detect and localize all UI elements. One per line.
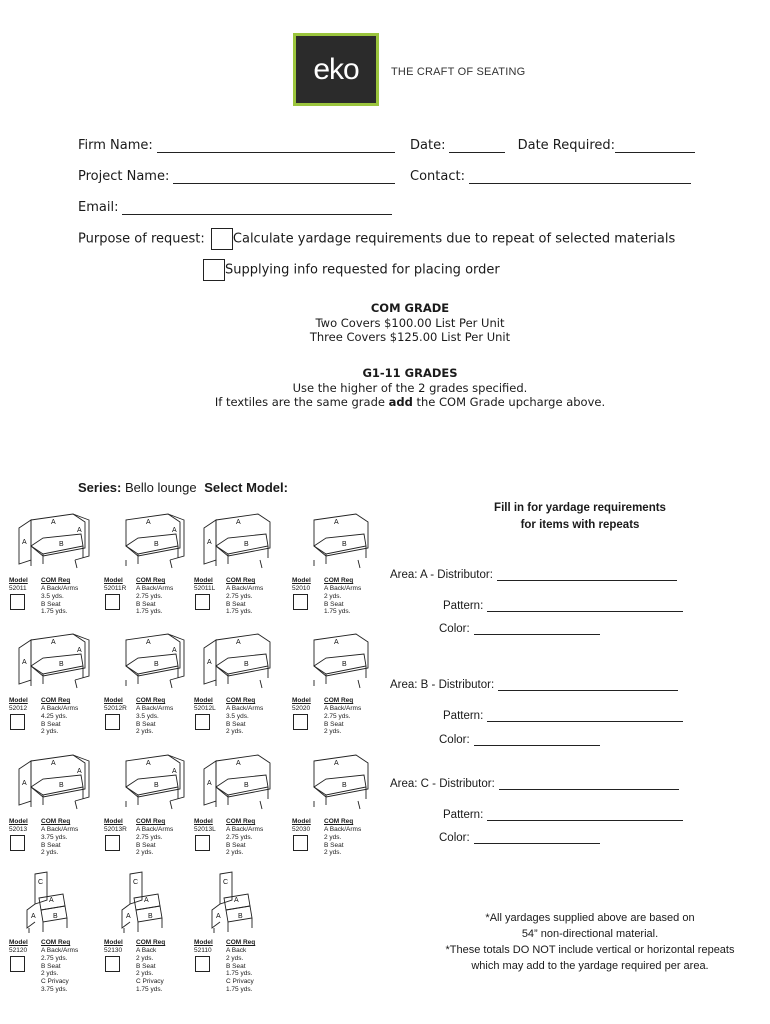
- project-name-label: Project Name:: [78, 169, 170, 184]
- option-supplying-label: Supplying info requested for placing order: [225, 262, 500, 278]
- svg-text:A: A: [22, 780, 27, 787]
- svg-text:A: A: [334, 760, 339, 767]
- model-number: 52010: [292, 585, 311, 592]
- chair-illustration: [108, 749, 190, 813]
- chair-illustration: [13, 508, 95, 572]
- svg-text:A: A: [77, 647, 82, 654]
- tagline: THE CRAFT OF SEATING: [391, 66, 526, 78]
- model-cell: [104, 508, 200, 632]
- com-requirement: A Back/Arms 2.75 yds. B Seat 2 yds.: [136, 826, 174, 857]
- model-number: 52011: [9, 585, 27, 592]
- svg-text:B: B: [244, 541, 249, 548]
- model-number: 52013R: [104, 826, 127, 833]
- com-requirement: A Back/Arms 3.75 yds. B Seat 2 yds.: [41, 826, 79, 857]
- select-model-label: Select Model:: [204, 480, 288, 495]
- chair-illustration: [296, 628, 378, 692]
- chair-illustration: [108, 870, 190, 934]
- model-cell: [194, 628, 290, 752]
- model-cell: [194, 508, 290, 632]
- area-a-color-field[interactable]: [474, 623, 600, 635]
- model-number: 52030: [292, 826, 311, 833]
- model-select-checkbox[interactable]: [293, 594, 308, 610]
- com-req-header: COM Req: [136, 697, 166, 704]
- area-a-pattern-field[interactable]: [487, 600, 683, 612]
- com-req-header: COM Req: [324, 697, 354, 704]
- series-value: Bello lounge: [125, 480, 197, 495]
- model-cell: [292, 508, 388, 632]
- svg-text:A: A: [146, 519, 151, 526]
- model-header: Model: [9, 577, 28, 584]
- chair-illustration: [13, 628, 95, 692]
- model-header: Model: [104, 939, 123, 946]
- model-number: 52110: [194, 947, 212, 954]
- model-cell: [194, 749, 290, 873]
- model-cell: [104, 628, 200, 752]
- chair-illustration: [13, 749, 95, 813]
- model-select-checkbox[interactable]: [10, 956, 25, 972]
- chair-illustration: [198, 749, 280, 813]
- model-select-checkbox[interactable]: [10, 714, 25, 730]
- model-number: 52130: [104, 947, 123, 954]
- com-requirement: A Back/Arms 2 yds. B Seat 1.75 yds.: [324, 585, 362, 616]
- area-b-row: Area: B - Distributor:: [390, 679, 678, 691]
- model-select-checkbox[interactable]: [105, 835, 120, 851]
- date-required-label: Date Required:: [517, 138, 616, 153]
- svg-text:B: B: [59, 661, 64, 668]
- model-select-checkbox[interactable]: [10, 835, 25, 851]
- model-number: 52011R: [104, 585, 127, 592]
- series-label: Series:: [78, 480, 122, 495]
- com-grade-line-2: Three Covers $125.00 List Per Unit: [309, 330, 511, 344]
- firm-row: [78, 138, 395, 153]
- chair-illustration: [198, 628, 280, 692]
- yardage-title-2: for items with repeats: [520, 519, 640, 531]
- svg-text:A: A: [51, 639, 56, 646]
- email-field[interactable]: [122, 202, 392, 215]
- com-req-header: COM Req: [41, 939, 71, 946]
- g-grades-line-2: If textiles are the same grade add the COM Grade upcharge above.: [214, 395, 606, 409]
- com-requirement: A Back/Arms 2.75 yds. B Seat 1.75 yds.: [226, 585, 264, 616]
- model-number: 52013L: [194, 826, 216, 833]
- model-number: 52120: [9, 947, 28, 954]
- model-select-checkbox[interactable]: [195, 956, 210, 972]
- model-select-checkbox[interactable]: [195, 594, 210, 610]
- area-a-color-row: Color:: [439, 623, 600, 635]
- note-line-1: *All yardages supplied above are based on: [485, 912, 695, 924]
- model-header: Model: [104, 577, 123, 584]
- area-b-color-row: Color:: [439, 734, 600, 746]
- model-select-checkbox[interactable]: [293, 835, 308, 851]
- svg-text:A: A: [144, 897, 149, 904]
- calculate-yardage-checkbox[interactable]: [211, 228, 233, 250]
- model-number: 52012: [9, 705, 28, 712]
- model-header: Model: [194, 818, 213, 825]
- model-cell: [292, 749, 388, 873]
- area-a-distributor-field[interactable]: [497, 569, 677, 581]
- com-grade-title: COM GRADE: [370, 301, 450, 315]
- date-field[interactable]: [449, 140, 505, 153]
- model-header: Model: [292, 818, 311, 825]
- svg-text:B: B: [154, 541, 159, 548]
- svg-text:C: C: [133, 879, 139, 886]
- chair-illustration: [296, 749, 378, 813]
- model-cell: [9, 749, 105, 873]
- area-c-pattern-field[interactable]: [487, 809, 683, 821]
- purpose-label: Purpose of request:: [78, 231, 205, 247]
- com-requirement: A Back/Arms 4.25 yds. B Seat 2 yds.: [41, 705, 79, 736]
- option-calculate-label: Calculate yardage requirements due to repeat of selected materials: [232, 231, 676, 247]
- svg-text:B: B: [154, 782, 159, 789]
- area-c-color-row: Color:: [439, 832, 600, 844]
- note-line-3: *These totals DO NOT include vertical or horizontal repeats: [445, 944, 735, 956]
- svg-text:A: A: [77, 527, 82, 534]
- com-grade-block: [0, 301, 770, 345]
- com-req-header: COM Req: [324, 818, 354, 825]
- com-requirement: A Back/Arms 2.75 yds. B Seat 2 yds.: [226, 826, 264, 857]
- chair-illustration: [108, 628, 190, 692]
- svg-text:A: A: [172, 768, 177, 775]
- chair-illustration: [13, 870, 95, 934]
- com-req-header: COM Req: [226, 697, 256, 704]
- svg-text:A: A: [49, 897, 54, 904]
- model-header: Model: [104, 697, 123, 704]
- area-a-pattern-row: Pattern:: [443, 600, 683, 612]
- yardage-panel-title: [380, 500, 770, 534]
- yardage-title-1: Fill in for yardage requirements: [494, 502, 666, 514]
- model-header: Model: [194, 577, 213, 584]
- model-header: Model: [9, 697, 28, 704]
- svg-text:A: A: [207, 539, 212, 546]
- com-req-header: COM Req: [41, 818, 71, 825]
- model-header: Model: [104, 818, 123, 825]
- com-req-header: COM Req: [226, 577, 256, 584]
- com-grade-line-1: Two Covers $100.00 List Per Unit: [315, 315, 505, 330]
- chair-illustration: [198, 508, 280, 572]
- svg-text:A: A: [146, 760, 151, 767]
- com-requirement: A Back/Arms 3.5 yds. B Seat 2 yds.: [136, 705, 174, 736]
- email-row: [78, 200, 392, 215]
- area-c-color-field[interactable]: [474, 832, 600, 844]
- area-c-distributor-field[interactable]: [499, 778, 679, 790]
- purpose-row: [78, 228, 675, 250]
- svg-text:A: A: [236, 639, 241, 646]
- date-row: [410, 138, 695, 153]
- model-number: 52011L: [194, 585, 216, 592]
- area-b-pattern-row: Pattern:: [443, 710, 683, 722]
- project-row: [78, 169, 395, 184]
- model-cell: [9, 628, 105, 752]
- model-cell: [9, 508, 105, 632]
- com-requirement: A Back/Arms 3.5 yds. B Seat 2 yds.: [226, 705, 264, 736]
- svg-text:A: A: [207, 780, 212, 787]
- svg-text:B: B: [238, 913, 243, 920]
- model-header: Model: [9, 939, 28, 946]
- svg-text:B: B: [244, 661, 249, 668]
- svg-text:C: C: [38, 879, 44, 886]
- com-requirement: A Back 2 yds. B Seat 1.75 yds. C Privacy 1.75 yds.: [226, 947, 254, 993]
- g-grades-line-1: Use the higher of the 2 grades specified.: [292, 380, 528, 395]
- svg-text:A: A: [216, 913, 221, 920]
- com-requirement: A Back/Arms 2.75 yds. B Seat 2 yds. C Privacy 3.75 yds.: [41, 947, 79, 993]
- model-select-checkbox[interactable]: [293, 714, 308, 730]
- com-req-header: COM Req: [136, 939, 166, 946]
- svg-text:A: A: [334, 519, 339, 526]
- model-number: 52012R: [104, 705, 127, 712]
- model-number: 52013: [9, 826, 28, 833]
- svg-text:B: B: [244, 782, 249, 789]
- svg-text:A: A: [126, 913, 131, 920]
- yardage-notes: [380, 910, 770, 974]
- com-requirement: A Back/Arms 2.75 yds. B Seat 2 yds.: [324, 705, 362, 736]
- com-req-header: COM Req: [324, 577, 354, 584]
- model-header: Model: [292, 697, 311, 704]
- area-b-color-field[interactable]: [474, 734, 600, 746]
- model-header: Model: [194, 939, 213, 946]
- svg-text:A: A: [334, 639, 339, 646]
- svg-text:A: A: [172, 527, 177, 534]
- com-req-header: COM Req: [41, 697, 71, 704]
- date-required-field[interactable]: [615, 140, 695, 153]
- svg-text:B: B: [342, 661, 347, 668]
- svg-text:C: C: [223, 879, 229, 886]
- model-header: Model: [292, 577, 311, 584]
- svg-text:A: A: [146, 639, 151, 646]
- model-number: 52020: [292, 705, 311, 712]
- svg-text:A: A: [207, 659, 212, 666]
- contact-row: [410, 169, 691, 184]
- svg-text:A: A: [234, 897, 239, 904]
- svg-text:A: A: [51, 760, 56, 767]
- firm-name-field[interactable]: [157, 140, 395, 153]
- svg-text:A: A: [22, 539, 27, 546]
- supplying-info-checkbox[interactable]: [203, 259, 225, 281]
- model-cell: [194, 870, 290, 994]
- com-requirement: A Back 2 yds. B Seat 2 yds. C Privacy 1.75 yds.: [136, 947, 164, 993]
- logo-text: eko: [313, 52, 359, 86]
- model-cell: [104, 749, 200, 873]
- svg-text:A: A: [77, 768, 82, 775]
- com-requirement: A Back/Arms 3.5 yds. B Seat 1.75 yds.: [41, 585, 79, 616]
- area-b-pattern-field[interactable]: [487, 710, 683, 722]
- com-req-header: COM Req: [226, 818, 256, 825]
- svg-text:A: A: [31, 913, 36, 920]
- chair-illustration: [108, 508, 190, 572]
- eko-logo: [293, 33, 379, 106]
- contact-field[interactable]: [469, 171, 691, 184]
- model-cell: [9, 870, 105, 994]
- svg-text:A: A: [51, 519, 56, 526]
- model-select-checkbox[interactable]: [195, 835, 210, 851]
- g-grades-title: G1-11 GRADES: [362, 366, 458, 380]
- com-req-header: COM Req: [226, 939, 256, 946]
- model-select-checkbox[interactable]: [105, 714, 120, 730]
- area-b-distributor-field[interactable]: [498, 679, 678, 691]
- purpose-row-2: [203, 259, 500, 281]
- model-number: 52012L: [194, 705, 216, 712]
- model-select-checkbox[interactable]: [10, 594, 25, 610]
- model-select-checkbox[interactable]: [105, 956, 120, 972]
- svg-text:B: B: [342, 782, 347, 789]
- svg-text:B: B: [342, 541, 347, 548]
- note-line-2: 54” non-directional material.: [521, 928, 659, 940]
- svg-text:B: B: [59, 541, 64, 548]
- series-heading: [78, 480, 288, 495]
- model-select-checkbox[interactable]: [195, 714, 210, 730]
- svg-text:B: B: [59, 782, 64, 789]
- area-c-pattern-row: Pattern:: [443, 809, 683, 821]
- g-grades-block: [0, 366, 770, 410]
- com-requirement: A Back/Arms 2 yds. B Seat 2 yds.: [324, 826, 362, 857]
- email-label: Email:: [78, 200, 119, 215]
- model-header: Model: [9, 818, 28, 825]
- area-a-row: Area: A - Distributor:: [390, 569, 677, 581]
- svg-text:A: A: [236, 760, 241, 767]
- model-cell: [104, 870, 200, 994]
- svg-text:B: B: [148, 913, 153, 920]
- svg-text:B: B: [154, 661, 159, 668]
- com-req-header: COM Req: [41, 577, 71, 584]
- svg-text:A: A: [22, 659, 27, 666]
- com-req-header: COM Req: [136, 818, 166, 825]
- model-cell: [292, 628, 388, 752]
- area-c-row: Area: C - Distributor:: [390, 778, 679, 790]
- model-select-checkbox[interactable]: [105, 594, 120, 610]
- svg-text:A: A: [236, 519, 241, 526]
- contact-label: Contact:: [410, 169, 465, 184]
- svg-text:B: B: [53, 913, 58, 920]
- chair-illustration: [198, 870, 280, 934]
- svg-text:A: A: [172, 647, 177, 654]
- com-requirement: A Back/Arms 2.75 yds. B Seat 1.75 yds.: [136, 585, 174, 616]
- note-line-4: which may add to the yardage required per area.: [471, 960, 709, 972]
- com-req-header: COM Req: [136, 577, 166, 584]
- firm-name-label: Firm Name:: [78, 138, 153, 153]
- chair-illustration: [296, 508, 378, 572]
- model-header: Model: [194, 697, 213, 704]
- date-label: Date:: [410, 138, 446, 153]
- project-name-field[interactable]: [173, 171, 395, 184]
